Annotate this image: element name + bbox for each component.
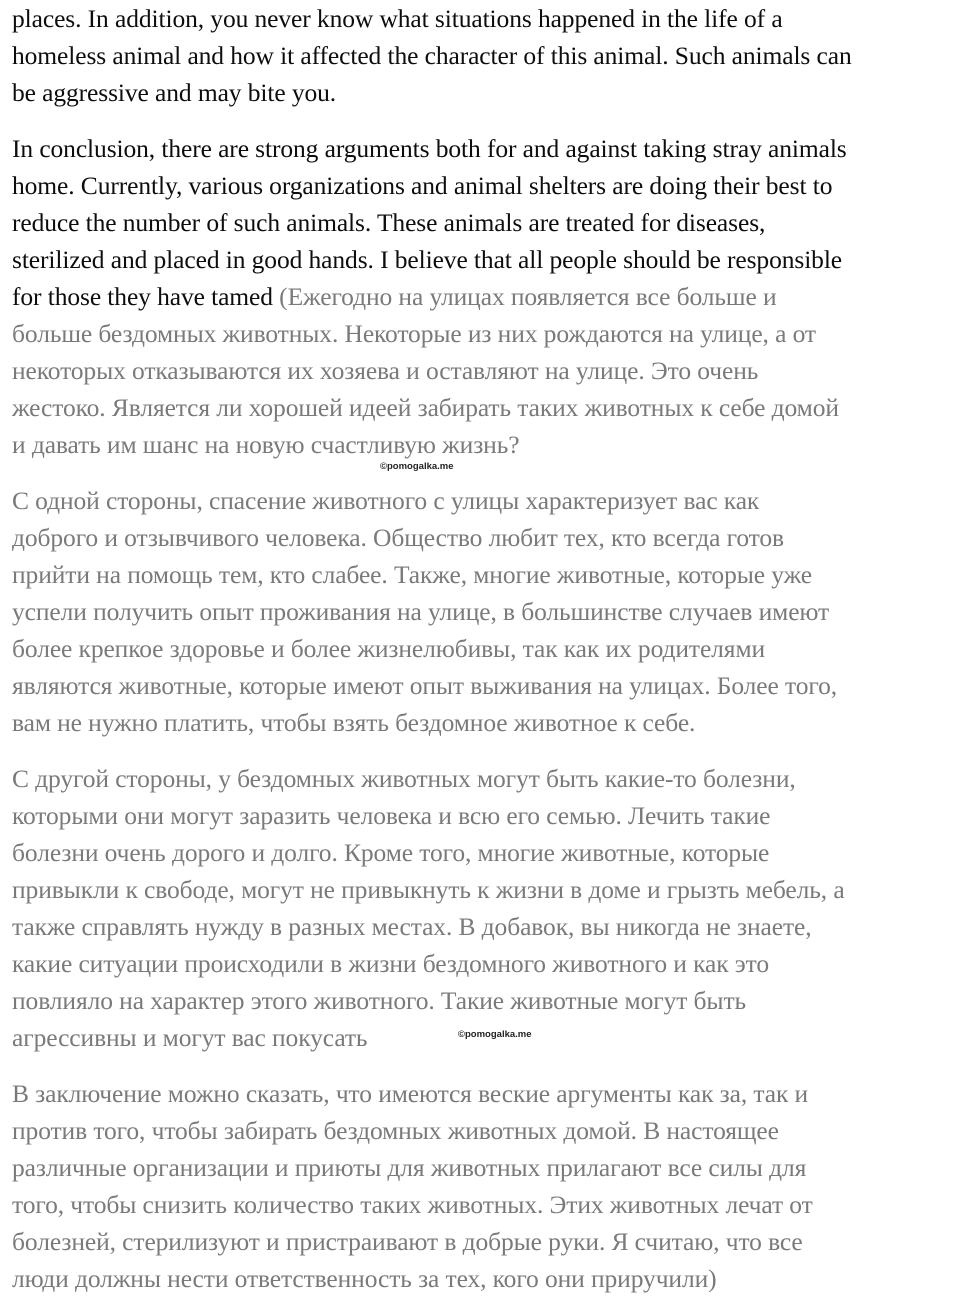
english-text: for those they have tamed — [12, 282, 273, 311]
text-line: В заключение можно сказать, что имеются веские аргументы как за, так и — [12, 1079, 809, 1108]
text-line: более крепкое здоровье и более жизнелюбивы, так как их родителями — [12, 634, 766, 663]
text-line: вам не нужно платить, чтобы взять бездомное животное к себе. — [12, 708, 696, 737]
paragraph-ru-2 — [12, 482, 947, 741]
text-line: reduce the number of such animals. These animals are treated for diseases, — [12, 208, 766, 237]
mixed-text-line — [12, 278, 947, 315]
text-line: которыми они могут заразить человека и всю его семью. Лечить такие — [12, 801, 771, 830]
paragraph-ru-4 — [12, 1075, 947, 1297]
text-line: привыкли к свободе, могут не привыкнуть к жизни в доме и грызть мебель, а — [12, 875, 845, 904]
text-line: прийти на помощь тем, кто слабее. Также, многие животные, которые уже — [12, 560, 812, 589]
text-line: жестоко. Является ли хорошей идеей забирать таких животных к себе домой — [12, 393, 839, 422]
text-line: С одной стороны, спасение животного с улицы характеризует вас как — [12, 486, 760, 515]
text-line: против того, чтобы забирать бездомных животных домой. В настоящее — [12, 1116, 779, 1145]
text-line: повлияло на характер этого животного. Такие животные могут быть — [12, 986, 747, 1015]
watermark: ©pomogalka.me — [380, 461, 454, 472]
text-line: того, чтобы снизить количество таких животных. Этих животных лечат от — [12, 1190, 813, 1219]
text-line: какие ситуации происходили в жизни бездомного животного и как это — [12, 949, 769, 978]
text-line: болезни очень дорого и долго. Кроме того, многие животные, которые — [12, 838, 770, 867]
text-line: некоторых отказываются их хозяева и оставляют на улице. Это очень — [12, 356, 759, 385]
text-line: болезней, стерилизуют и пристраивают в добрые руки. Я считаю, что все — [12, 1227, 803, 1256]
document-page — [12, 0, 947, 1297]
paragraph-ru-1 — [12, 315, 947, 463]
text-line: доброго и отзывчивого человека. Общество любит тех, кто всегда готов — [12, 523, 784, 552]
text-line: In conclusion, there are strong arguments both for and against taking stray animals — [12, 134, 847, 163]
text-line: places. In addition, you never know what situations happened in the life of a — [12, 4, 783, 33]
watermark: ©pomogalka.me — [458, 1029, 532, 1040]
text-line: успели получить опыт проживания на улице, в большинстве случаев имеют — [12, 597, 830, 626]
text-line: sterilized and placed in good hands. I believe that all people should be responsible — [12, 245, 843, 274]
russian-text: (Ежегодно на улицах появляется все больше и — [272, 282, 777, 311]
text-line: и давать им шанс на новую счастливую жизнь? — [12, 430, 520, 459]
paragraph-en-2 — [12, 130, 947, 315]
text-line: homeless animal and how it affected the character of this animal. Such animals can — [12, 41, 852, 70]
text-line: home. Currently, various organizations and animal shelters are doing their best to — [12, 171, 833, 200]
text-line: С другой стороны, у бездомных животных могут быть какие-то болезни, — [12, 764, 796, 793]
text-line: являются животные, которые имеют опыт выживания на улицах. Более того, — [12, 671, 838, 700]
text-line: люди должны нести ответственность за тех, кого они приручили) — [12, 1264, 717, 1293]
text-line: be aggressive and may bite you. — [12, 78, 337, 107]
text-line: различные организации и приюты для животных прилагают все силы для — [12, 1153, 807, 1182]
paragraph-en-1 — [12, 0, 947, 111]
paragraph-ru-3 — [12, 760, 947, 1056]
text-line: агрессивны и могут вас покусать — [12, 1023, 368, 1052]
text-line: больше бездомных животных. Некоторые из них рождаются на улице, а от — [12, 319, 816, 348]
text-line: также справлять нужду в разных местах. В добавок, вы никогда не знаете, — [12, 912, 812, 941]
